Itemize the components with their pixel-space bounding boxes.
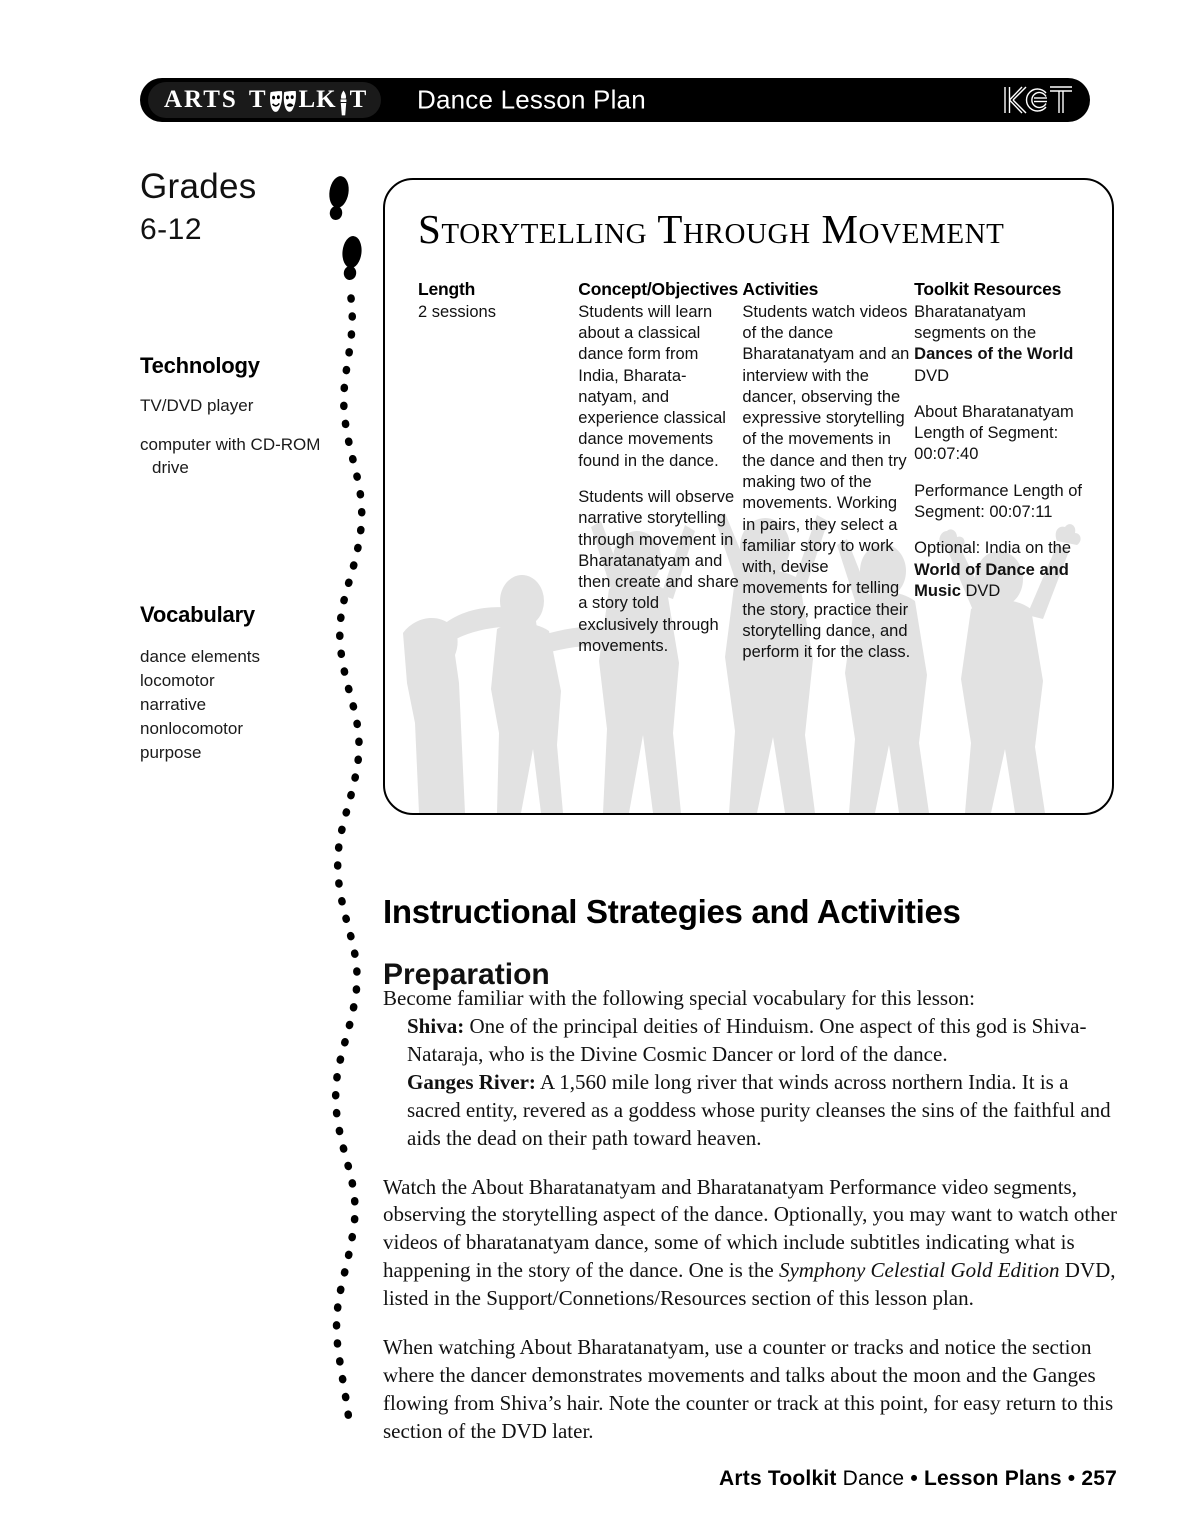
footer-separator-2: • bbox=[1061, 1467, 1082, 1490]
theater-masks-icon bbox=[268, 90, 298, 114]
resource-item-1 bbox=[914, 302, 1084, 387]
lesson-summary-box bbox=[383, 178, 1114, 815]
logo-toolkit-text-pre: T bbox=[248, 86, 267, 113]
column-concept-paragraph-2: Students will observe narrative storytelling through movement in Bharatanatyam and then create and share a story told exclusively through movements. bbox=[578, 487, 739, 655]
logo-toolkit-text-post: T bbox=[349, 86, 368, 113]
technology-item-label: computer with CD-ROM bbox=[140, 435, 321, 455]
technology-item-label: TV/DVD player bbox=[140, 396, 254, 416]
technology-item bbox=[140, 434, 335, 480]
resource-item-2: About Bharatanatyam Length of Segment: 00:07:40 bbox=[914, 402, 1074, 464]
paintbrush-icon bbox=[337, 90, 350, 116]
resource-1-title: Dances of the World bbox=[914, 345, 1074, 364]
column-length-heading: Length bbox=[418, 278, 476, 299]
ket-logo bbox=[1002, 85, 1074, 115]
vocabulary-item: purpose bbox=[140, 743, 202, 763]
page-header bbox=[140, 78, 1090, 122]
lesson-title: Storytelling Through Movement bbox=[418, 206, 1005, 252]
body-copy bbox=[383, 985, 1121, 1446]
vocab-text: One of the principal deities of Hinduism. One aspect of this god is Shiva-Nataraja, who is the Divine Cosmic Dancer or lord of the dance. bbox=[407, 1013, 1087, 1066]
resource-1-post: DVD bbox=[914, 366, 949, 385]
vocab-definition bbox=[383, 1013, 1121, 1069]
vocabulary-list bbox=[140, 645, 335, 766]
resource-item-4 bbox=[914, 538, 1084, 602]
vocab-term: Shiva: bbox=[407, 1013, 465, 1038]
resource-4-pre: Optional: India on the bbox=[914, 539, 1072, 558]
lesson-summary-content bbox=[385, 180, 1112, 664]
vocabulary-item: dance elements bbox=[140, 646, 261, 666]
logo-toolkit-text-mid: LK bbox=[298, 86, 337, 113]
vocabulary-item: nonlocomotor bbox=[140, 719, 244, 739]
section-heading: Instructional Strategies and Activities bbox=[383, 893, 961, 931]
footer-brand: Arts Toolkit bbox=[719, 1467, 837, 1490]
paragraph-2-pre: Watch the About Bharatanatyam and Bharatanatyam Performance video segments, observing the storytelling aspect of the dance. Optionally, you may want to watch other videos of bharatanatyam dance, some of which include subtitles indicating what is happening in the story of the dance. One is the bbox=[383, 1174, 1118, 1283]
technology-heading: Technology bbox=[140, 353, 260, 379]
column-activities-heading: Activities bbox=[742, 278, 819, 299]
grades-label: Grades bbox=[140, 167, 257, 206]
footer-subject: Dance bbox=[836, 1467, 911, 1490]
resource-4-post: DVD bbox=[960, 581, 1001, 600]
resource-1-pre: Bharatanatyam segments on the bbox=[914, 302, 1037, 343]
column-concept-paragraph-1: Students will learn about a classical dance form from India, Bharata-natyam, and experience classical dance movements found in the dance. bbox=[578, 302, 726, 470]
column-resources-heading: Toolkit Resources bbox=[914, 278, 1062, 299]
summary-columns bbox=[418, 279, 1084, 664]
footer-separator-1: • bbox=[910, 1467, 924, 1490]
vocab-text: A 1,560 mile long river that winds across northern India. It is a sacred entity, revered as a goddess whose purity cleanses the sins of the faithful and aids the dead on their path toward heaven. bbox=[407, 1069, 1111, 1150]
dotted-path-icon bbox=[336, 298, 362, 1422]
column-length bbox=[418, 279, 578, 664]
footer-section: Lesson Plans bbox=[923, 1467, 1062, 1490]
vocab-term: Ganges River: bbox=[407, 1069, 536, 1094]
footer-page-number: 257 bbox=[1081, 1467, 1117, 1490]
vocabulary-heading: Vocabulary bbox=[140, 601, 255, 627]
column-length-body: 2 sessions bbox=[418, 302, 496, 321]
column-concept-objectives bbox=[578, 279, 742, 664]
sidebar bbox=[140, 165, 335, 766]
resource-item-3: Performance Length of Segment: 00:07:11 bbox=[914, 481, 1083, 521]
column-toolkit-resources bbox=[914, 279, 1084, 664]
preparation-paragraph-1 bbox=[383, 985, 1121, 1153]
technology-item-continuation: drive bbox=[152, 457, 189, 477]
vocab-definition bbox=[383, 1069, 1121, 1153]
column-concept-heading: Concept/Objectives bbox=[578, 278, 739, 299]
vocabulary-item: narrative bbox=[140, 695, 207, 715]
grades-value: 6-12 bbox=[140, 213, 203, 247]
subsection-heading: Preparation bbox=[383, 958, 550, 991]
logo-arts-text: ARTS bbox=[164, 86, 238, 113]
vocabulary-item: locomotor bbox=[140, 671, 215, 691]
logo-toolkit-wordmark bbox=[249, 86, 368, 114]
preparation-paragraph-3: When watching About Bharatanatyam, use a counter or tracks and notice the section where the dancer demonstrates movements and talks about the moon and the Ganges flowing from Shiva’s hair. Note the counter or track at this point, for easy return to this section of the DVD later. bbox=[383, 1335, 1114, 1443]
arts-toolkit-logo bbox=[148, 82, 381, 118]
paragraph-2-post: DVD, listed in the Support/Connetions/Resources section of this lesson plan. bbox=[383, 1258, 1116, 1311]
intro-line: Become familiar with the following special vocabulary for this lesson: bbox=[383, 986, 975, 1010]
page-title: Dance Lesson Plan bbox=[417, 84, 646, 115]
column-activities-body: Students watch videos of the dance Bharatanatyam and an interview with the dancer, observing the expressive storytelling of the movements in the dance and then try making two of the movements. Working in pairs, they select a familiar story to work with, devise movements for telling the story, practice their storytelling dance, and perform it for the class. bbox=[742, 302, 911, 662]
preparation-paragraph-2 bbox=[383, 1174, 1121, 1314]
column-activities bbox=[742, 279, 914, 664]
page-footer bbox=[719, 1467, 1117, 1491]
technology-item bbox=[140, 395, 335, 418]
resource-4-title: World of Dance and Music bbox=[914, 560, 1069, 600]
dvd-title-italic: Symphony Celestial Gold Edition bbox=[778, 1258, 1060, 1283]
